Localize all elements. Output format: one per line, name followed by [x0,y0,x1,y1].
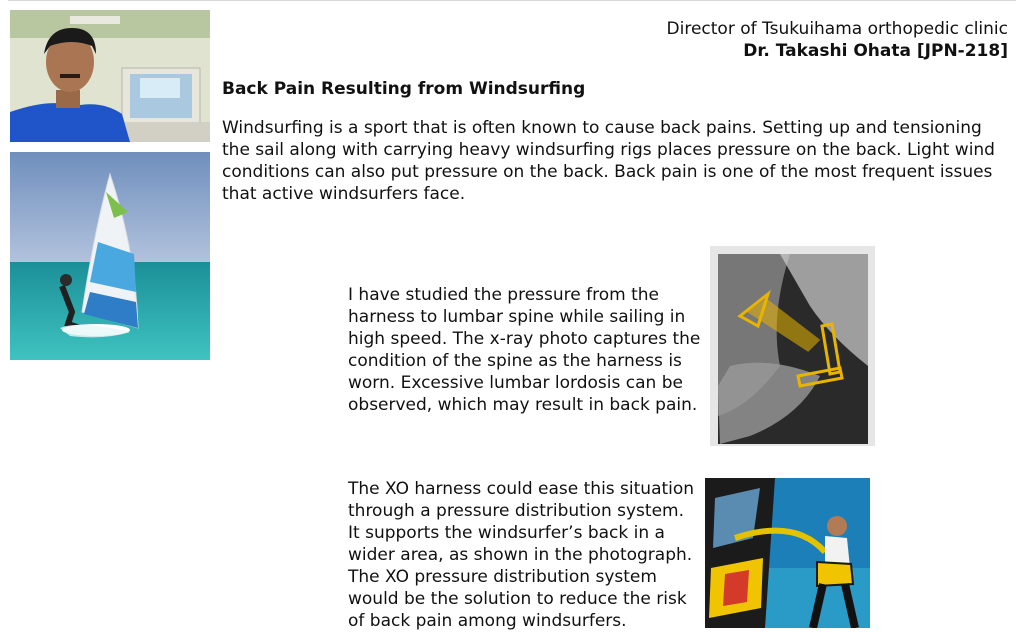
author-role: Director of Tsukuihama orthopedic clinic [666,19,1008,39]
xray-paragraph: I have studied the pressure from the harness to lumbar spine while sailing in high speed. The x-ray photo captures the condition of the spine as the harness is worn. Excessive lumbar lordosis can be observed, which may result in back pain. [348,285,701,415]
harness-paragraph: The XO harness could ease this situation through a pressure distribution system. It supports the windsurfer’s back in a wider area, as shown in the photograph. The XO pressure distribution system would be the solution to reduce the risk of back pain among windsurfers. [348,479,695,631]
xo-harness-photo [705,478,870,628]
spine-xray-image [710,246,875,446]
article-title: Back Pain Resulting from Windsurfing [222,79,586,99]
author-block [667,18,1008,62]
top-divider [8,0,1016,1]
intro-paragraph: Windsurfing is a sport that is often known to cause back pains. Setting up and tensioning the sail along with carrying heavy windsurfing rigs places pressure on the back. Light wind conditions can also put pressure on the back. Back pain is one of the most frequent issues that active windsurfers face. [222,118,995,204]
windsurfing-photo [10,152,210,360]
author-name: Dr. Takashi Ohata [JPN-218] [743,41,1008,61]
doctor-photo [10,10,210,142]
